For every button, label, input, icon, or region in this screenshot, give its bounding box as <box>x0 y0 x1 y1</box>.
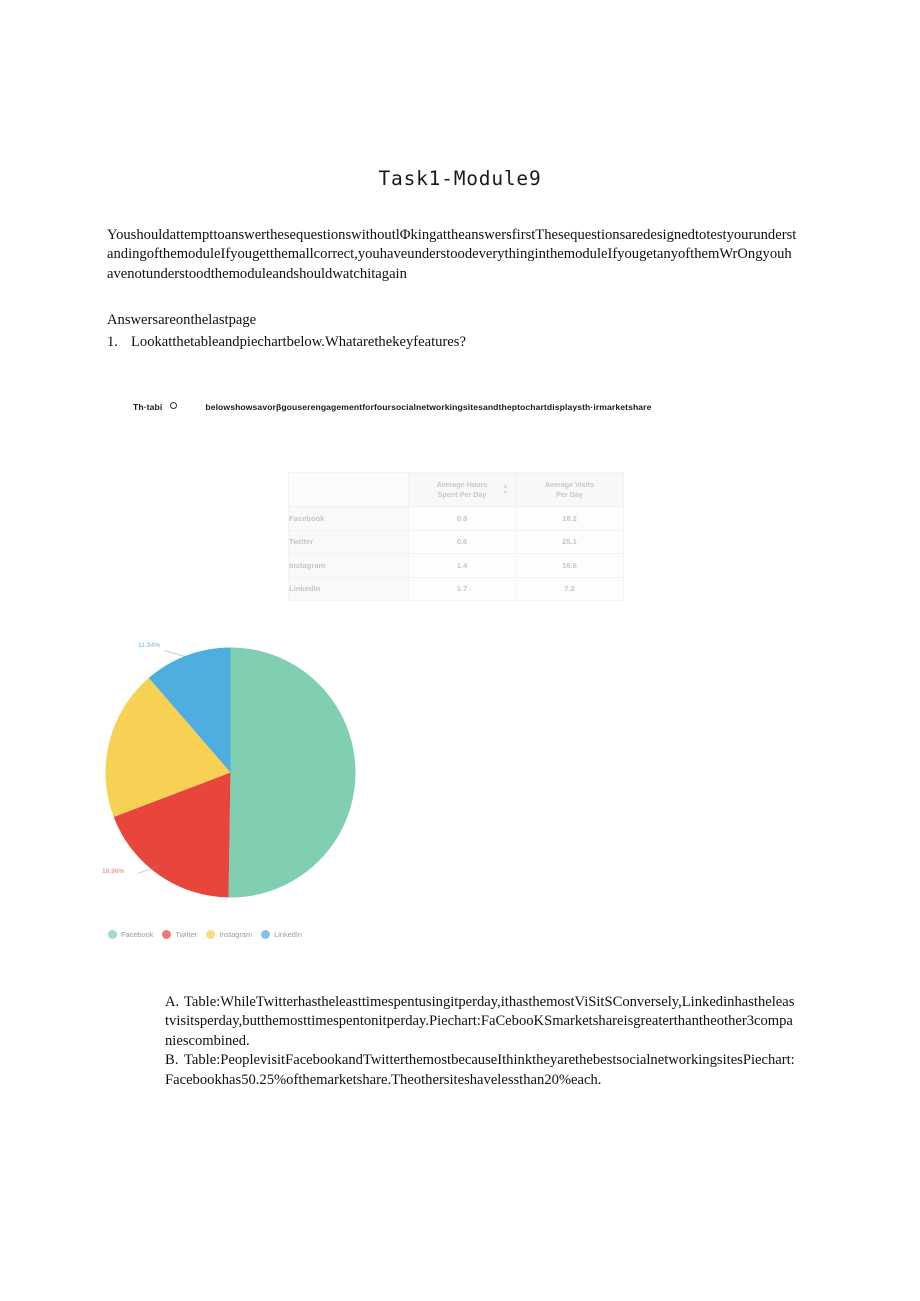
legend-item-facebook[interactable] <box>108 930 153 939</box>
intro-paragraph: YoushouldattempttoanswerthesequestionswithoutlΦkingattheanswersfirstThesequestionsaredesignedtotestyourunderstandingofthemoduleIfyougetthemallcorrect,youhaveunderstoodeverythinginthemoduleIfyougetanyofthemWrOngyouhavenotunderstoodthemoduleandshouldwatchitagain <box>107 226 797 282</box>
column-header-hours-line1: Average Hours <box>436 480 488 489</box>
legend-swatch-icon <box>108 930 117 939</box>
table-row <box>289 577 624 601</box>
answer-b-text: Table:PeoplevisitFacebookandTwitterthemostbecauseIthinktheyarethebestsocialnetworkingsitesPiechart:Facebookhas50.25%ofthemarketshare.Theothersiteshavelessthan20%each. <box>165 1052 795 1088</box>
answer-b-label: B. <box>165 1052 179 1069</box>
cell-facebook-visits: 18.2 <box>516 507 624 531</box>
question-item <box>107 333 827 352</box>
table-row <box>289 507 624 531</box>
answer-a-text: Table:WhileTwitterhastheleasttimespentusingitperday,ithasthemostViSitSConversely,Linkedinhastheleastvisitsperday,butthemosttimespentonitperday.Piechart:FaCebooKSmarketshareisgreaterthantheother3companiescombined. <box>165 994 795 1049</box>
column-header-visits-line1: Average Visits <box>544 480 595 489</box>
answers-location-note: Answersareonthelastpage <box>107 311 257 328</box>
legend-item-twitter[interactable] <box>162 930 197 939</box>
pie-chart-svg <box>104 646 357 899</box>
column-header-name <box>289 473 409 507</box>
answer-option-a[interactable] <box>165 993 798 1051</box>
question-text: Lookatthetableandpiechartbelow.Whatarethekeyfeatures? <box>131 334 466 350</box>
legend-label: LinkedIn <box>274 930 303 939</box>
row-label-instagram: Instagram <box>289 554 409 578</box>
column-header-hours-line2: Spent Per Day <box>437 489 487 499</box>
answer-a-label: A. <box>165 994 180 1010</box>
table-element <box>288 472 624 601</box>
table-row <box>289 554 624 578</box>
table-header-row <box>289 473 624 507</box>
cell-linkedin-visits: 7.2 <box>516 577 624 601</box>
legend-label: Instagram <box>219 930 253 939</box>
row-label-linkedin: LinkedIn <box>289 577 409 601</box>
engagement-table <box>288 472 623 600</box>
sort-arrows-icon[interactable]: ▲ ▼ <box>502 483 509 496</box>
legend-swatch-icon <box>162 930 171 939</box>
row-label-twitter: Twitter <box>289 530 409 554</box>
figure-caption-prefix: Th·tabi <box>133 402 163 412</box>
pie-chart-legend <box>108 930 302 939</box>
cell-linkedin-hours: 1.7 <box>409 577 516 601</box>
cell-facebook-hours: 0.8 <box>409 507 516 531</box>
answer-option-b[interactable] <box>165 1051 798 1090</box>
column-header-average-hours[interactable] <box>409 473 516 507</box>
table-row <box>289 530 624 554</box>
legend-swatch-icon <box>261 930 270 939</box>
pie-label-linkedin: 11.34% <box>138 642 160 649</box>
cell-instagram-visits: 16.6 <box>516 554 624 578</box>
column-header-visits-line2: Per Day <box>556 489 583 499</box>
cell-instagram-hours: 1.4 <box>409 554 516 578</box>
ring-glyph-icon <box>170 402 177 409</box>
legend-label: Facebook <box>121 930 154 939</box>
legend-item-linkedin[interactable] <box>261 930 302 939</box>
cell-twitter-visits: 25.1 <box>516 530 624 554</box>
market-share-pie-chart <box>92 630 392 955</box>
question-number: 1. <box>107 334 118 350</box>
legend-swatch-icon <box>206 930 215 939</box>
pie-label-twitter: 18.96% <box>102 868 125 875</box>
page-title: Task1-Module9 <box>378 167 542 190</box>
table-body <box>289 507 624 601</box>
answer-options <box>165 993 798 1090</box>
legend-label: Twitter <box>175 930 198 939</box>
cell-twitter-hours: 0.6 <box>409 530 516 554</box>
pie-slice-facebook[interactable] <box>229 648 356 898</box>
legend-item-instagram[interactable] <box>206 930 252 939</box>
row-label-facebook: Facebook <box>289 507 409 531</box>
figure-caption <box>133 402 813 412</box>
figure-caption-rest: belowshowsavorβgouserengagementforfoursocialnetworkingsitesandtheptochartdisplaysth·irmarketshare <box>205 402 652 412</box>
column-header-average-visits[interactable] <box>516 473 624 507</box>
